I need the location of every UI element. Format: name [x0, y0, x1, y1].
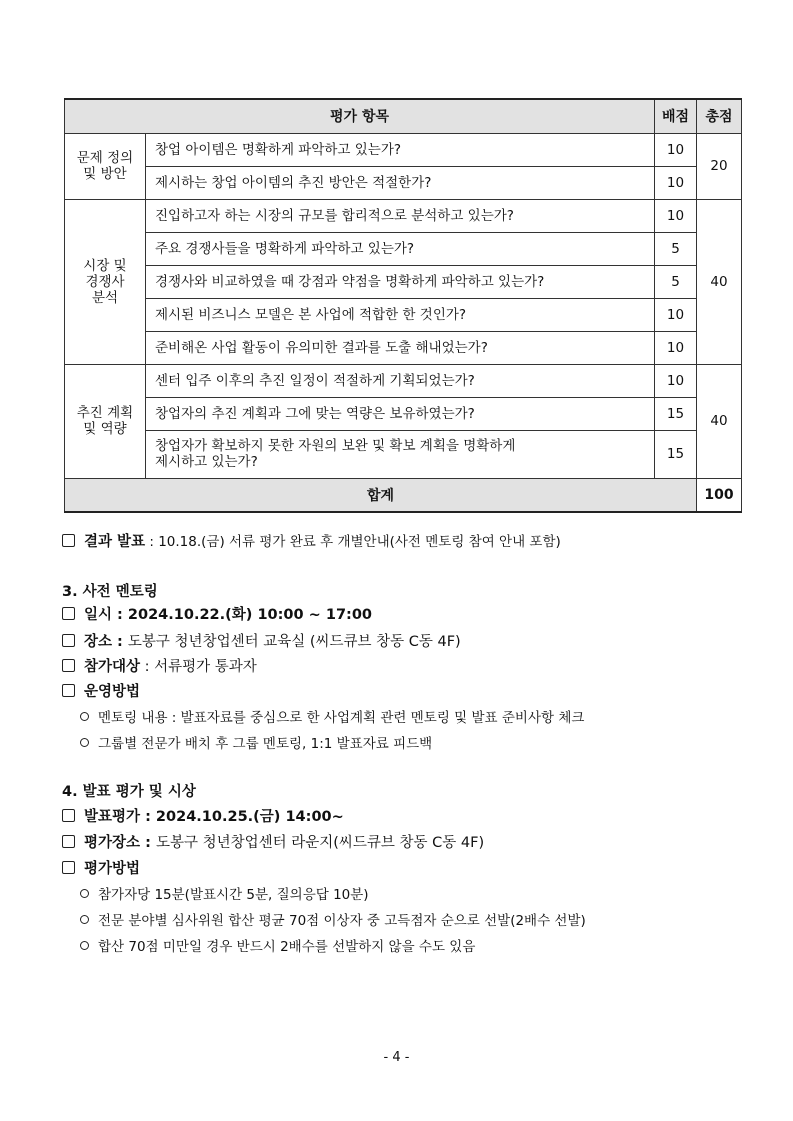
item-cell — [146, 133, 655, 166]
total-cell: 40 — [697, 364, 742, 478]
table-row — [65, 331, 742, 364]
item-line: 창업자의 추진 계획과 그에 맞는 역량은 보유하였는가? — [155, 405, 475, 422]
table-row — [65, 430, 742, 478]
checkbox-icon — [62, 534, 75, 547]
item-line: 센터 입주 이후의 추진 일정이 적절하게 기획되었는가? — [155, 372, 475, 389]
checkbox-icon — [62, 684, 75, 697]
score-cell: 10 — [655, 166, 697, 199]
table-body — [65, 133, 742, 512]
category-cell — [65, 133, 146, 199]
s3-place-label: 장소 : — [84, 634, 128, 650]
table-row — [65, 397, 742, 430]
total-cell: 20 — [697, 133, 742, 199]
score-cell: 10 — [655, 364, 697, 397]
score-cell: 10 — [655, 298, 697, 331]
item-cell — [146, 166, 655, 199]
table-row — [65, 364, 742, 397]
score-cell: 10 — [655, 133, 697, 166]
score-cell: 10 — [655, 199, 697, 232]
checkbox-icon — [62, 634, 75, 647]
score-cell: 15 — [655, 397, 697, 430]
item-cell — [146, 364, 655, 397]
item-cell — [146, 430, 655, 478]
table-row — [65, 199, 742, 232]
circle-bullet-icon — [80, 738, 89, 747]
s3-target-label: 참가대상 — [84, 659, 141, 675]
item-line: 준비해온 사업 활동이 유의미한 결과를 도출 해내었는가? — [155, 339, 488, 356]
section4-title: 4. 발표 평가 및 시상 — [62, 784, 196, 800]
category-cell — [65, 364, 146, 478]
item-line: 창업자가 확보하지 못한 자원의 보완 및 확보 계획을 명확하게 — [155, 438, 516, 454]
page-number: - 4 - — [383, 1050, 410, 1065]
item-cell — [146, 331, 655, 364]
s3-method-label: 운영방법 — [84, 684, 141, 700]
s3-method-text: 멘토링 내용 : 발표자료를 중심으로 한 사업계획 관련 멘토링 및 발표 준비사항 체크 — [98, 710, 585, 726]
item-cell — [146, 265, 655, 298]
item-cell — [146, 298, 655, 331]
item-line: 제시하는 창업 아이템의 추진 방안은 적절한가? — [155, 174, 432, 191]
checkbox-icon — [62, 809, 75, 822]
item-line: 제시된 비즈니스 모델은 본 사업에 적합한 한 것인가? — [155, 306, 467, 323]
s4-method-text: 합산 70점 미만일 경우 반드시 2배수를 선발하지 않을 수도 있음 — [98, 939, 476, 955]
s3-target-value: : 서류평가 통과자 — [140, 659, 257, 675]
item-line: 창업 아이템은 명확하게 파악하고 있는가? — [155, 141, 402, 158]
category-cell — [65, 199, 146, 364]
s4-date: 발표평가 : 2024.10.25.(금) 14:00~ — [84, 809, 344, 825]
section3-title: 3. 사전 멘토링 — [62, 584, 158, 600]
category-line: 문제 정의 — [76, 150, 134, 166]
circle-bullet-icon — [80, 941, 89, 950]
item-cell — [146, 199, 655, 232]
checkbox-icon — [62, 607, 75, 620]
circle-bullet-icon — [80, 915, 89, 924]
table-row — [65, 265, 742, 298]
s3-date: 일시 : 2024.10.22.(화) 10:00 ~ 17:00 — [84, 607, 373, 623]
total-cell: 40 — [697, 199, 742, 364]
checkbox-icon — [62, 835, 75, 848]
s4-place-value: 도봉구 청년창업센터 라운지(씨드큐브 창동 C동 4F) — [155, 835, 485, 851]
score-cell: 15 — [655, 430, 697, 478]
item-line: 경쟁사와 비교하였을 때 강점과 약점을 명확하게 파악하고 있는가? — [155, 273, 545, 290]
header-total: 총점 — [697, 99, 742, 133]
table-row — [65, 232, 742, 265]
s4-method-text: 전문 분야별 심사위원 합산 평균 70점 이상자 중 고득점자 순으로 선발(2배수 선발) — [98, 913, 586, 929]
score-cell: 10 — [655, 331, 697, 364]
category-line: 분석 — [91, 289, 119, 306]
header-item: 평가 항목 — [65, 99, 655, 133]
evaluation-table — [64, 98, 742, 513]
category-line: 추진 계획 — [76, 405, 134, 421]
table-header-row — [65, 99, 742, 133]
category-line: 및 방안 — [83, 166, 127, 182]
result-text: : 10.18.(금) 서류 평가 완료 후 개별안내(사전 멘토링 참여 안내 포함) — [145, 534, 561, 550]
checkbox-icon — [62, 861, 75, 874]
table-row — [65, 166, 742, 199]
sum-row — [65, 478, 742, 512]
score-cell: 5 — [655, 265, 697, 298]
sum-value: 100 — [697, 478, 742, 512]
s4-method-label: 평가방법 — [84, 861, 141, 877]
sum-label: 합계 — [65, 478, 697, 512]
header-score: 배점 — [655, 99, 697, 133]
item-cell — [146, 232, 655, 265]
s3-method-text: 그룹별 전문가 배치 후 그룹 멘토링, 1:1 발표자료 피드백 — [98, 736, 433, 752]
circle-bullet-icon — [80, 889, 89, 898]
item-line: 주요 경쟁사들을 명확하게 파악하고 있는가? — [155, 240, 415, 257]
table-row — [65, 133, 742, 166]
item-line: 제시하고 있는가? — [155, 454, 258, 470]
result-label: 결과 발표 — [84, 534, 146, 550]
score-cell: 5 — [655, 232, 697, 265]
item-line: 진입하고자 하는 시장의 규모를 합리적으로 분석하고 있는가? — [155, 207, 514, 224]
item-cell — [146, 397, 655, 430]
circle-bullet-icon — [80, 712, 89, 721]
table-row — [65, 298, 742, 331]
checkbox-icon — [62, 659, 75, 672]
category-line: 시장 및 — [83, 257, 127, 274]
s4-method-text: 참가자당 15분(발표시간 5분, 질의응답 10분) — [98, 887, 369, 903]
s4-place-label: 평가장소 : — [84, 835, 156, 851]
category-line: 경쟁사 — [85, 273, 125, 290]
s3-place-value: 도봉구 청년창업센터 교육실 (씨드큐브 창동 C동 4F) — [127, 634, 461, 650]
category-line: 및 역량 — [83, 421, 127, 437]
